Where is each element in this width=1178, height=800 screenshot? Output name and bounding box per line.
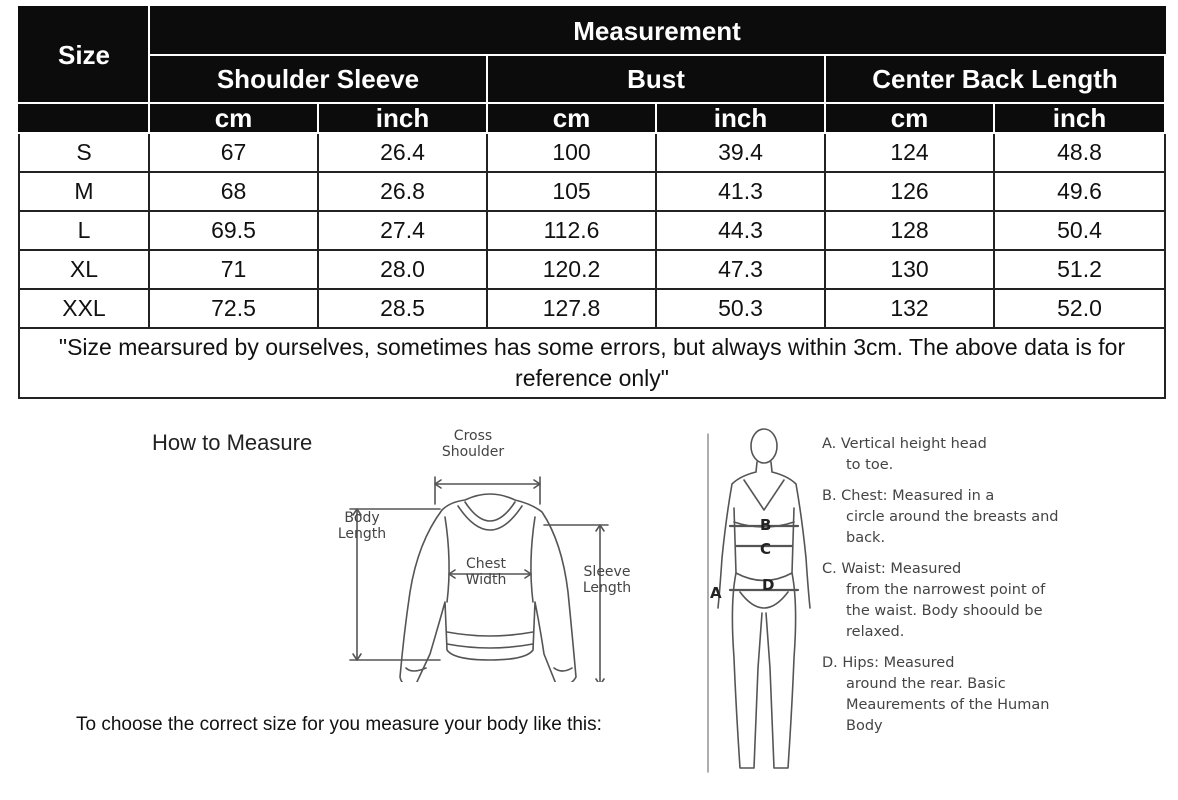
value-cell: 49.6 — [994, 172, 1165, 211]
garment-diagram — [330, 422, 630, 682]
marker-d: D — [762, 576, 775, 594]
legend-item-b: B. Chest: Measured in a circle around the breasts and back. — [822, 488, 1059, 546]
value-cell: 28.0 — [318, 250, 487, 289]
value-cell: 52.0 — [994, 289, 1165, 328]
value-cell: 26.4 — [318, 133, 487, 172]
measurement-guide — [0, 400, 1178, 800]
value-cell: 127.8 — [487, 289, 656, 328]
size-cell: XXL — [19, 289, 149, 328]
group-header-shoulder-sleeve: Shoulder Sleeve — [149, 55, 487, 103]
legend-item-c: C. Waist: Measured from the narrowest point of the waist. Body shoould be relaxed. — [822, 561, 1046, 640]
value-cell: 51.2 — [994, 250, 1165, 289]
unit-header: cm — [825, 103, 994, 133]
value-cell: 68 — [149, 172, 318, 211]
chest-width-label: Chest Width — [465, 556, 507, 588]
size-chart-table — [18, 6, 1166, 399]
value-cell: 120.2 — [487, 250, 656, 289]
value-cell: 132 — [825, 289, 994, 328]
unit-header: inch — [994, 103, 1165, 133]
legend-item-a: A. Vertical height head to toe. — [822, 436, 987, 473]
unit-header: cm — [487, 103, 656, 133]
value-cell: 50.4 — [994, 211, 1165, 250]
value-cell: 128 — [825, 211, 994, 250]
table-row — [19, 133, 1165, 172]
value-cell: 126 — [825, 172, 994, 211]
body-figure — [700, 428, 820, 780]
value-cell: 69.5 — [149, 211, 318, 250]
group-header-center-back-length: Center Back Length — [825, 55, 1165, 103]
guide-title: How to Measure — [152, 430, 313, 455]
instruction-text: To choose the correct size for you measure your body like this: — [76, 714, 602, 735]
value-cell: 50.3 — [656, 289, 825, 328]
value-cell: 100 — [487, 133, 656, 172]
unit-spacer — [19, 103, 149, 133]
value-cell: 44.3 — [656, 211, 825, 250]
marker-a: A — [710, 584, 722, 602]
value-cell: 67 — [149, 133, 318, 172]
value-cell: 26.8 — [318, 172, 487, 211]
table-row — [19, 211, 1165, 250]
body-length-label: Body Length — [337, 510, 387, 542]
value-cell: 47.3 — [656, 250, 825, 289]
unit-header: cm — [149, 103, 318, 133]
measurement-legend — [822, 434, 1062, 747]
value-cell: 71 — [149, 250, 318, 289]
value-cell: 112.6 — [487, 211, 656, 250]
marker-c: C — [760, 540, 772, 558]
table-row — [19, 172, 1165, 211]
size-cell: S — [19, 133, 149, 172]
size-header: Size — [19, 7, 149, 103]
value-cell: 39.4 — [656, 133, 825, 172]
group-header-bust: Bust — [487, 55, 825, 103]
size-cell: M — [19, 172, 149, 211]
value-cell: 41.3 — [656, 172, 825, 211]
value-cell: 124 — [825, 133, 994, 172]
value-cell: 72.5 — [149, 289, 318, 328]
sleeve-length-label: Sleeve Length — [582, 564, 632, 596]
unit-header: inch — [656, 103, 825, 133]
value-cell: 48.8 — [994, 133, 1165, 172]
cross-shoulder-label: Cross Shoulder — [441, 428, 505, 460]
table-row — [19, 289, 1165, 328]
value-cell: 130 — [825, 250, 994, 289]
table-row — [19, 250, 1165, 289]
measurement-header: Measurement — [149, 7, 1165, 55]
size-cell: L — [19, 211, 149, 250]
size-cell: XL — [19, 250, 149, 289]
marker-b: B — [760, 516, 772, 534]
value-cell: 28.5 — [318, 289, 487, 328]
value-cell: 27.4 — [318, 211, 487, 250]
disclaimer-note: "Size mearsured by ourselves, sometimes has some errors, but always within 3cm. The above data is for reference only" — [19, 328, 1165, 398]
legend-item-d: D. Hips: Measured around the rear. Basic Meaurements of the Human Body — [822, 655, 1050, 734]
unit-header: inch — [318, 103, 487, 133]
value-cell: 105 — [487, 172, 656, 211]
